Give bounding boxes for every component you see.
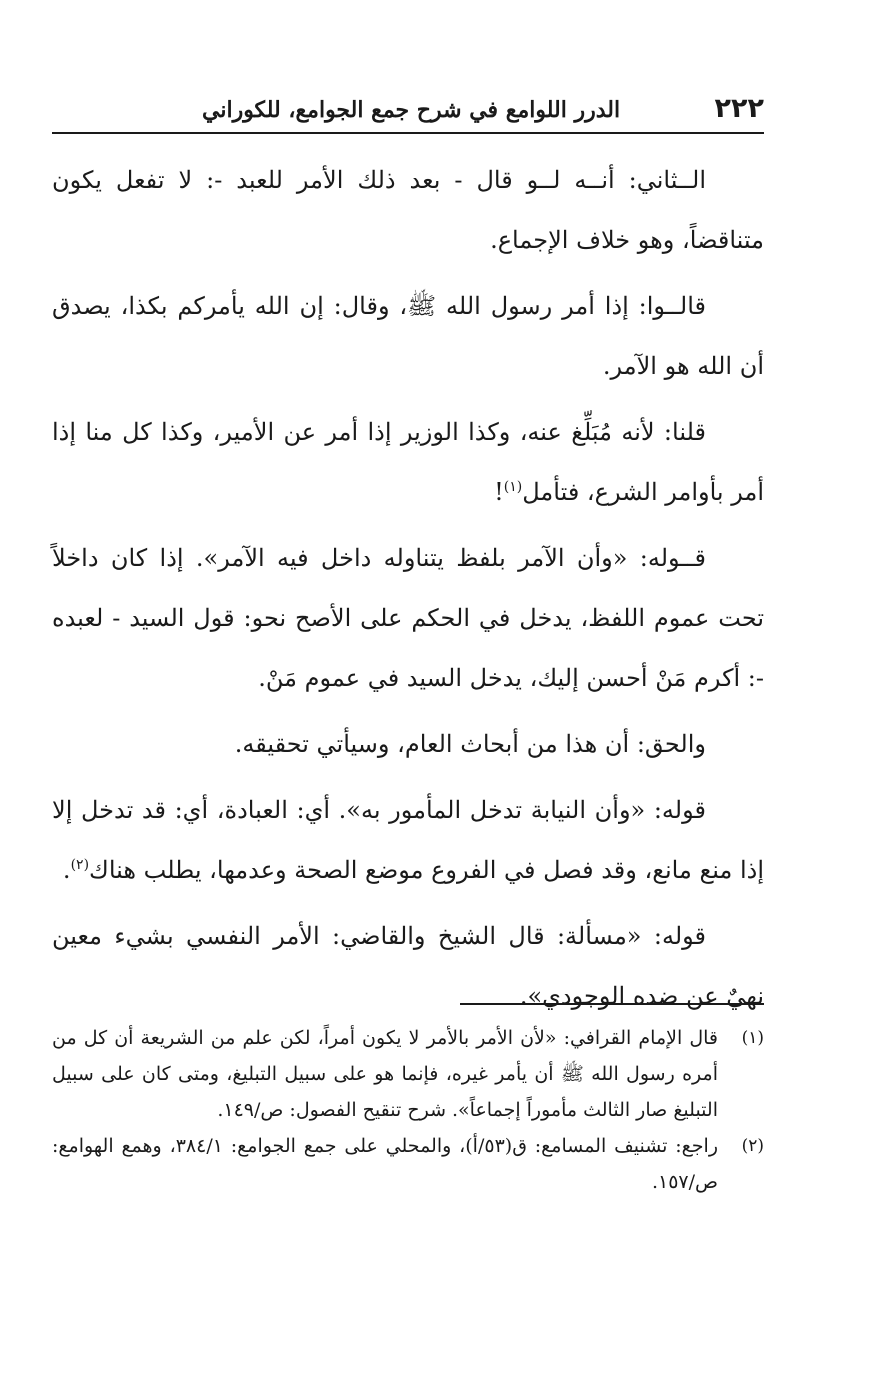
footnote-2 bbox=[52, 1128, 764, 1200]
main-text bbox=[52, 150, 764, 1032]
footnotes bbox=[52, 1020, 764, 1200]
paragraph-1: الــثاني: أنــه لــو قال - بعد ذلك الأمر للعبد -: لا تفعل يكون متناقضاً، وهو خلاف الإجماع. bbox=[52, 166, 764, 254]
paragraph-6: قوله: «وأن النيابة تدخل المأمور به». أي: العبادة، أي: قد تدخل إلا إذا منع مانع، وقد فصل في الفروع موضع الصحة وعدمها، يطلب هناك$^{(٢)}$. bbox=[52, 796, 764, 884]
paragraph-3: قلنا: لأنه مُبَلِّغ عنه، وكذا الوزير إذا أمر عن الأمير، وكذا كل منا إذا أمر بأوامر الشرع، فتأمل$^{(١)}$! bbox=[52, 418, 764, 506]
footnote-ref-1[interactable]: (١) bbox=[503, 479, 523, 495]
footnote-text-1: قال الإمام القرافي: «لأن الأمر بالأمر لا يكون أمراً، لكن علم من الشريعة أن كل من أمره رسول الله ﷺ أن يأمر غيره، فإنما هو على سبيل التبليغ، ومتى كان على سبيل التبليغ صار الثالث مأموراً إجماعاً». شرح تنقيح الفصول: ص/١٤٩. bbox=[52, 1027, 718, 1121]
page-number: ٢٢٢ bbox=[714, 93, 764, 124]
footnote-mark-1: (١) bbox=[741, 1028, 764, 1048]
page-header bbox=[52, 92, 764, 134]
paragraph-2: قالــوا: إذا أمر رسول الله ﷺ، وقال: إن الله يأمركم بكذا، يصدق أن الله هو الآمر. bbox=[52, 292, 764, 380]
footnote-1 bbox=[52, 1020, 764, 1128]
paragraph-5: والحق: أن هذا من أبحاث العام، وسيأتي تحقيقه. bbox=[234, 730, 706, 758]
running-title: الدرر اللوامع في شرح جمع الجوامع، للكوراني bbox=[202, 97, 621, 123]
footnote-separator bbox=[460, 1003, 764, 1005]
footnote-mark-2: (٢) bbox=[741, 1136, 764, 1156]
footnote-text-2: راجع: تشنيف المسامع: ق(٥٣/أ)، والمحلي على جمع الجوامع: ٣٨٤/١، وهمع الهوامع: ص/١٥٧. bbox=[52, 1135, 718, 1193]
footnote-ref-2[interactable]: (٢) bbox=[70, 857, 90, 873]
paragraph-4: قــوله: «وأن الآمر بلفظ يتناوله داخل فيه الآمر». إذا كان داخلاً تحت عموم اللفظ، يدخل في الحكم على الأصح نحو: قول السيد - لعبده -: أكرم مَنْ أحسن إليك، يدخل السيد في عموم مَنْ. bbox=[52, 544, 764, 692]
paragraph-7: قوله: «مسألة: قال الشيخ والقاضي: الأمر النفسي بشيء معين نهيٌ عن ضده الوجودي». bbox=[52, 922, 764, 1010]
